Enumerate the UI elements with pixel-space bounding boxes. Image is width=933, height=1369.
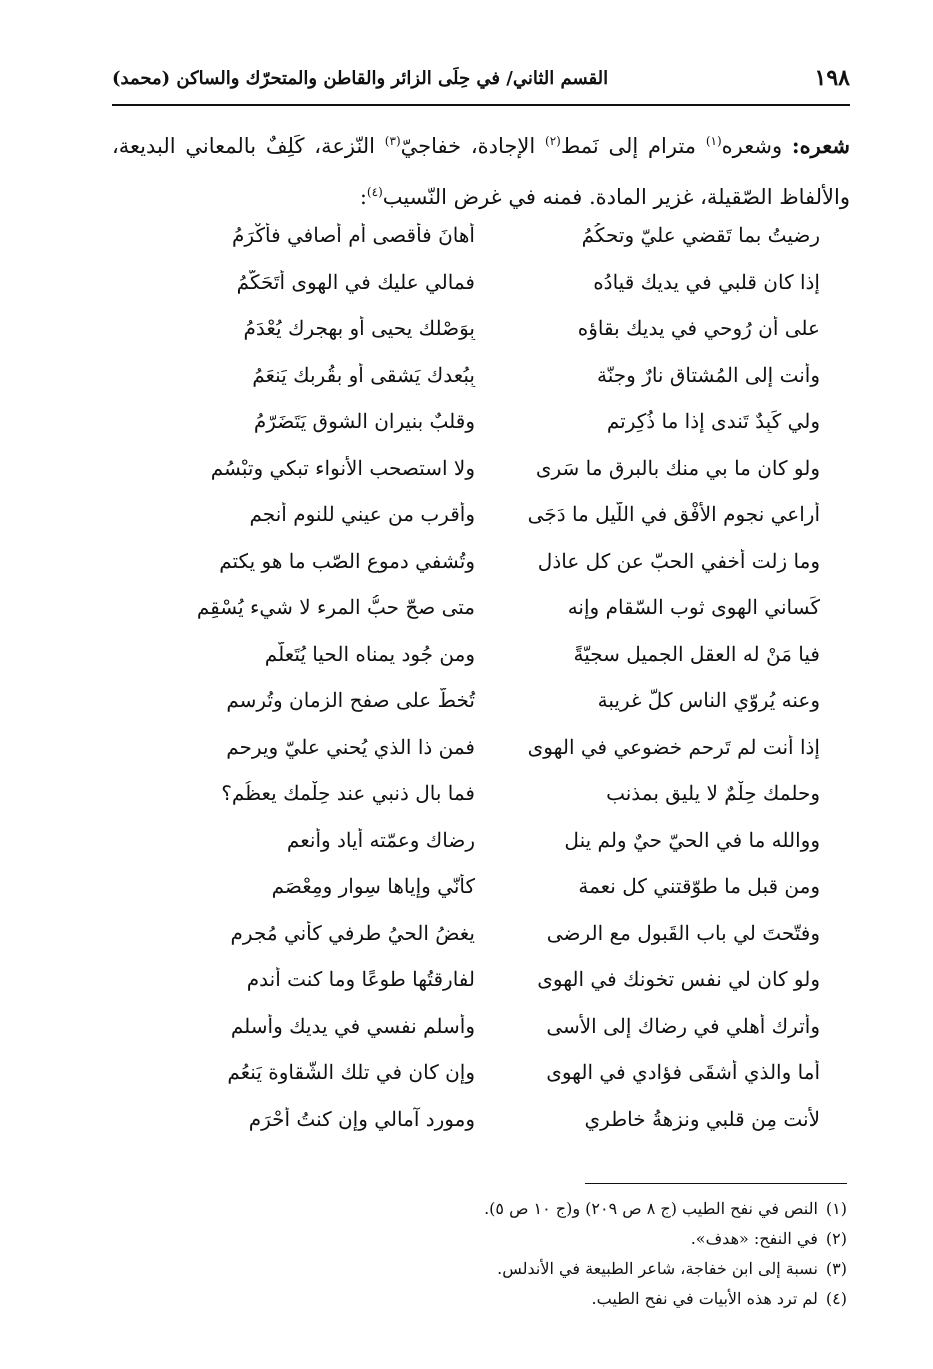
- verse-first-hemistich: وما زلت أخفي الحبّ عن كل عاذل: [537, 548, 820, 573]
- intro-paragraph: [112, 118, 850, 220]
- verse-second-hemistich: رضاك وعمّته أياد وأنعم: [286, 827, 475, 852]
- footnote-number: (٤): [825, 1289, 847, 1308]
- footnote: [247, 1194, 847, 1224]
- footnote-text: نسبة إلى ابن خفاجة، شاعر الطبيعة في الأندلس.: [497, 1259, 818, 1278]
- intro-text-4: النّزعة، كَلِفٌ بالمعاني البديعة، والألفاظ الصّقيلة، غزير المادة. فمنه في غرض النّسيب: [112, 134, 850, 209]
- footnotes: [247, 1194, 847, 1314]
- verse-first-hemistich: إذا أنت لم تَرحم خضوعي في الهوى: [527, 734, 820, 759]
- verse-first-hemistich: أراعي نجوم الأفْق في اللّيل ما دَجَى: [527, 502, 820, 527]
- verse-second-hemistich: وتُشفي دموع الصّب ما هو يكتم: [219, 548, 475, 573]
- page-header: [112, 58, 850, 98]
- verse-first-hemistich: وحلمك حِلْمٌ لا يليق بمذنب: [606, 781, 820, 806]
- intro-text-3: الإجادة، خفاجيّ: [400, 134, 545, 158]
- verse-first-hemistich: ولو كان ما بي منك بالبرق ما سَرى: [535, 455, 820, 480]
- intro-text-5: :: [359, 185, 367, 209]
- header-rule: [112, 104, 850, 106]
- footnote-text: لم ترد هذه الأبيات في نفح الطيب.: [591, 1289, 818, 1308]
- verse-second-hemistich: متى صحّ حبُّ المرء لا شيء يُسْقِم: [196, 595, 475, 620]
- verse-second-hemistich: ولا استصحب الأنواء تبكي وتبْسُم: [210, 455, 475, 480]
- verse: [112, 631, 850, 678]
- verse-second-hemistich: فما بال ذنبي عند حِلْمك يعظُم؟: [221, 781, 475, 806]
- verse-first-hemistich: وأنت إلى المُشتاق نارٌ وجنّة: [597, 362, 820, 387]
- verse-second-hemistich: أَهانَ فأقصى أم أصافي فأُكْرَمُ: [232, 223, 475, 248]
- footnote-rule: [585, 1183, 847, 1184]
- footnote: [247, 1254, 847, 1284]
- verse-second-hemistich: فمن ذا الذي يُحني عليّ ويرحم: [226, 734, 475, 759]
- verse: [112, 817, 850, 864]
- verse: [112, 584, 850, 631]
- verse-first-hemistich: على أن رُوحي في يديك بقاؤه: [577, 316, 820, 341]
- verse: [112, 724, 850, 771]
- footnote-ref-2: (٢): [545, 134, 561, 148]
- verse: [112, 910, 850, 957]
- verse: [112, 491, 850, 538]
- verse: [112, 956, 850, 1003]
- running-title: القسم الثاني/ في حِلَى الزائر والقاطن والمتحرّك والساكن (محمد): [112, 67, 609, 89]
- verse-second-hemistich: وأقرب من عيني للنوم أنجم: [249, 502, 475, 527]
- verse-second-hemistich: كأنّي وإياها سِوار ومِعْصَم: [271, 874, 475, 899]
- footnote-text: النص في نفح الطيب (ج ٨ ص ٢٠٩) و(ج ١٠ ص ٥).: [484, 1199, 818, 1218]
- page-number: ١٩٨: [814, 65, 850, 91]
- intro-text-2: مترام إلى نَمط: [560, 134, 706, 158]
- verse-second-hemistich: وقلبٌ بنيران الشوق يَتَضَرّمُ: [253, 409, 475, 434]
- footnote-number: (١): [825, 1199, 847, 1218]
- verse-second-hemistich: يغضُ الحيُ طرفي كأني مُجرم: [230, 920, 475, 945]
- verse-second-hemistich: ومورد آمالي وإن كنتُ أُحْرَم: [248, 1106, 475, 1131]
- footnote-text: في النفح: «هدف».: [690, 1229, 818, 1248]
- verse-first-hemistich: ولي كَبِدٌ تَندى إذا ما ذُكِرتم: [606, 409, 820, 434]
- verse: [112, 1003, 850, 1050]
- verse-first-hemistich: رضيتُ بما تَقضي عليّ وتحكُمُ: [581, 223, 820, 248]
- verse: [112, 863, 850, 910]
- verse: [112, 259, 850, 306]
- verse: [112, 1096, 850, 1143]
- verse: [112, 352, 850, 399]
- verse: [112, 538, 850, 585]
- footnote: [247, 1224, 847, 1254]
- verse-first-hemistich: كَساني الهوى ثوب السّقام وإنه: [567, 595, 820, 620]
- verse: [112, 305, 850, 352]
- verse-first-hemistich: إذا كان قلبي في يديك قيادُه: [593, 269, 820, 294]
- verse-second-hemistich: وإن كان في تلك الشّقاوة يَنعُم: [227, 1060, 475, 1085]
- verse: [112, 1049, 850, 1096]
- verse-first-hemistich: ووالله ما في الحيّ حيٌ ولم ينل: [564, 827, 820, 852]
- verse: [112, 212, 850, 259]
- verse-second-hemistich: لفارقتُها طوعًا وما كنت أندم: [246, 967, 475, 992]
- verse-second-hemistich: بِوَصْلك يحيى أو بهجرك يُعْدَمُ: [243, 316, 475, 341]
- verse-first-hemistich: وأترك أهلي في رضاك إلى الأسى: [546, 1013, 820, 1038]
- verse: [112, 445, 850, 492]
- verse-first-hemistich: فيا مَنْ له العقل الجميل سجيّةً: [573, 641, 820, 666]
- verse-first-hemistich: أما والذي أشقَى فؤادي في الهوى: [546, 1060, 820, 1085]
- verse-second-hemistich: وأُسلم نفسي في يديك وأسلم: [230, 1013, 475, 1038]
- verse: [112, 770, 850, 817]
- verse-second-hemistich: ومن جُود يمناه الحيا يُتَعلّم: [264, 641, 475, 666]
- intro-label: شعره:: [791, 133, 850, 158]
- verse-first-hemistich: ولو كان لي نفس تخونك في الهوى: [537, 967, 820, 992]
- verse-first-hemistich: ومن قبل ما طوّقتني كل نعمة: [578, 874, 820, 899]
- footnote-ref-4: (٤): [366, 185, 383, 199]
- verse-first-hemistich: وعنه يُروّي الناس كلّ غريبة: [597, 688, 820, 713]
- footnote-number: (٢): [825, 1229, 847, 1248]
- verse: [112, 677, 850, 724]
- poem: [112, 212, 850, 1142]
- verse: [112, 398, 850, 445]
- footnote: [247, 1284, 847, 1314]
- verse-second-hemistich: فمالي عليك في الهوى أتَحَكّمُ: [236, 269, 475, 294]
- footnote-ref-1: (١): [705, 134, 722, 148]
- verse-second-hemistich: تُخطُّ على صفح الزمان وتُرسم: [226, 688, 475, 713]
- verse-first-hemistich: لأنت مِن قلبي ونزهةُ خاطري: [584, 1106, 820, 1131]
- footnote-ref-3: (٣): [384, 134, 401, 148]
- intro-text-1: وشعره: [721, 134, 792, 158]
- verse-first-hemistich: وفتّحتَ لي باب القَبول مع الرضى: [546, 920, 820, 945]
- footnote-number: (٣): [825, 1259, 847, 1278]
- verse-second-hemistich: بِبُعدك يَشقى أو بقُربك يَنعَمُ: [252, 362, 475, 387]
